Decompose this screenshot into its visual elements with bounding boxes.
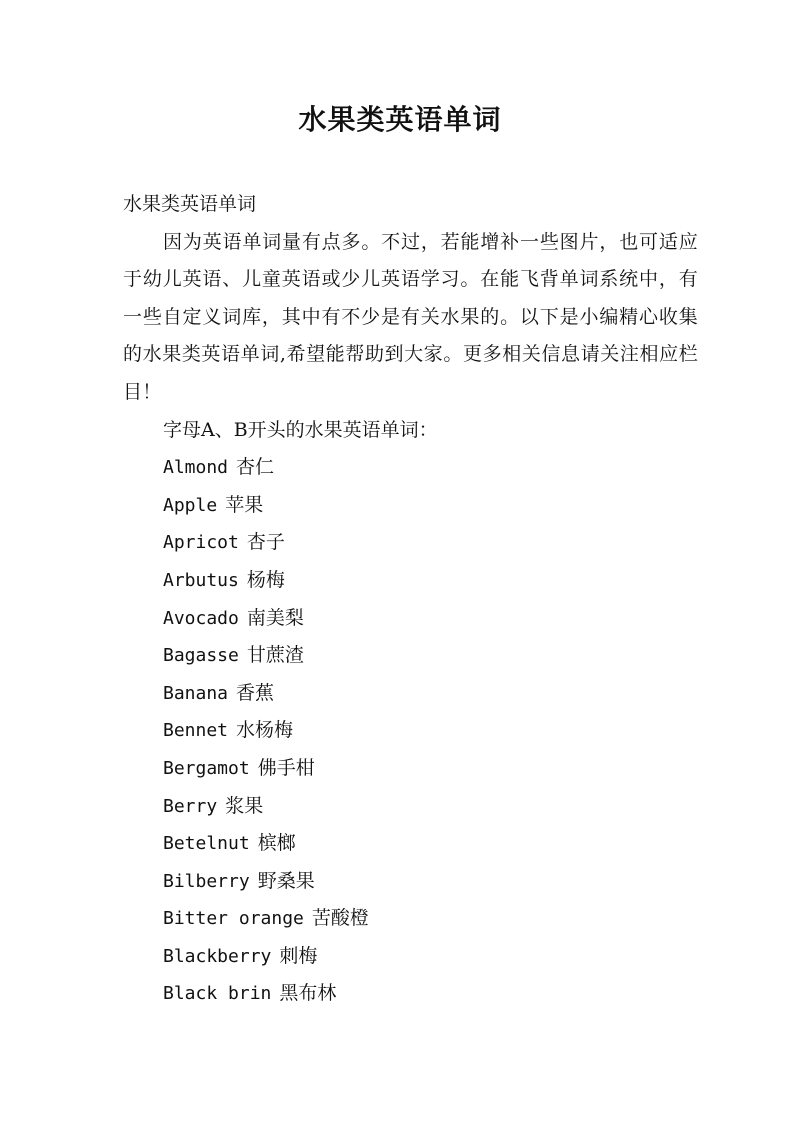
list-item — [163, 938, 698, 976]
fruit-english: Blackberry — [163, 945, 272, 967]
fruit-english: Apricot — [163, 532, 239, 554]
fruit-english: Avocado — [163, 607, 239, 629]
fruit-chinese: 香蕉 — [236, 681, 275, 704]
list-item — [163, 487, 698, 525]
fruit-english: Almond — [163, 457, 229, 479]
fruit-chinese: 南美梨 — [246, 606, 304, 629]
document-title: 水果类英语单词 — [298, 103, 502, 136]
list-item — [163, 712, 698, 750]
fruit-chinese: 刺梅 — [279, 944, 318, 967]
fruit-chinese: 水杨梅 — [236, 719, 294, 742]
section-heading: 字母A、B开头的水果英语单词： — [163, 418, 438, 441]
list-item — [163, 863, 698, 901]
fruit-chinese: 浆果 — [225, 794, 264, 817]
list-item — [163, 900, 698, 938]
list-item — [163, 675, 698, 713]
fruit-chinese: 黑布林 — [279, 982, 337, 1005]
fruit-chinese: 苹果 — [225, 493, 264, 516]
list-item — [163, 975, 698, 1013]
document-body — [123, 186, 698, 1013]
fruit-chinese: 杨梅 — [246, 568, 285, 591]
fruit-english: Bilberry — [163, 870, 250, 892]
fruit-english: Berry — [163, 795, 218, 817]
document-subtitle: 水果类英语单词 — [123, 193, 257, 215]
fruit-english: Bergamot — [163, 757, 250, 779]
fruit-english: Banana — [163, 682, 229, 704]
fruit-chinese: 野桑果 — [257, 869, 315, 892]
fruit-chinese: 槟榔 — [257, 832, 296, 855]
list-item — [163, 449, 698, 487]
fruit-english: Black brin — [163, 983, 272, 1005]
list-item — [163, 637, 698, 675]
list-item — [163, 562, 698, 600]
list-item — [163, 788, 698, 826]
fruit-word-list — [123, 449, 698, 1013]
fruit-english: Bagasse — [163, 645, 239, 667]
fruit-english: Bitter orange — [163, 908, 304, 930]
fruit-english: Arbutus — [163, 569, 239, 591]
list-item — [163, 600, 698, 638]
fruit-chinese: 苦酸橙 — [311, 907, 369, 930]
list-item — [163, 750, 698, 788]
fruit-english: Apple — [163, 494, 218, 516]
fruit-english: Betelnut — [163, 833, 250, 855]
fruit-chinese: 杏仁 — [236, 456, 275, 479]
fruit-chinese: 佛手柑 — [257, 756, 315, 779]
intro-paragraph: 因为英语单词量有点多。不过，若能增补一些图片，也可适应于幼儿英语、儿童英语或少儿英语学习。在能飞背单词系统中，有一些自定义词库，其中有不少是有关水果的。以下是小编精心收集的水果类英语单词,希望能帮助到大家。更多相关信息请关注相应栏目！ — [123, 230, 698, 403]
list-item — [163, 524, 698, 562]
fruit-chinese: 杏子 — [246, 531, 285, 554]
list-item — [163, 825, 698, 863]
fruit-chinese: 甘蔗渣 — [246, 644, 304, 667]
fruit-english: Bennet — [163, 720, 229, 742]
